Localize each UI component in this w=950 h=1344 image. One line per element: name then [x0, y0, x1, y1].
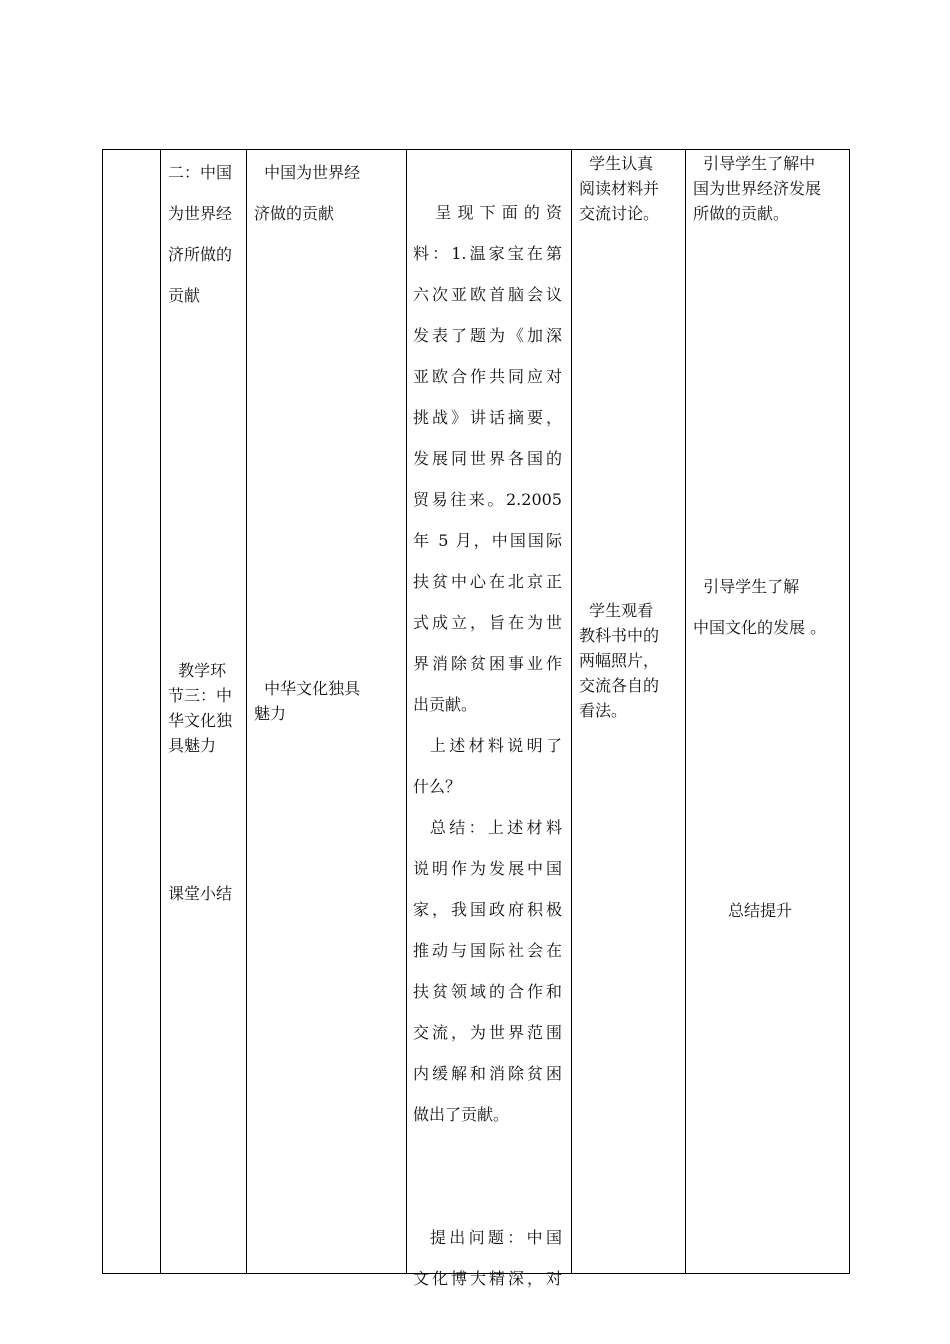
section-cell-part3 [168, 658, 242, 758]
intent-line: 国为世界经济发展 [693, 179, 822, 198]
topic-cell-part2 [254, 152, 400, 234]
column-divider [160, 150, 161, 1273]
intent-cell-part2 [693, 151, 843, 226]
intent-line: 所做的贡献。 [693, 204, 790, 223]
teacher-line: 料：1.温家宝在第 [413, 244, 562, 263]
intent-line: 引导学生了解 [693, 577, 800, 596]
teacher-line: 文化博大精深，对 [413, 1269, 562, 1288]
teacher-line: 什么？ [413, 777, 462, 796]
student-line: 交流各自的 [579, 676, 660, 695]
student-activity-part3 [579, 598, 679, 723]
teacher-line: 家，我国政府积极 [413, 900, 562, 919]
section-line: 二：中国 [168, 163, 233, 182]
section-line: 贡献 [168, 286, 201, 305]
teacher-line: 式成立，旨在为世 [413, 613, 562, 632]
student-line: 看法。 [579, 701, 628, 720]
section-line: 济所做的 [168, 245, 233, 264]
section-line: 华文化独 [168, 711, 233, 730]
topic-line: 济做的贡献 [254, 204, 335, 223]
teacher-line: 六次亚欧首脑会议 [413, 285, 562, 304]
section-line: 为世界经 [168, 204, 233, 223]
student-line: 学生认真 [579, 154, 654, 173]
teacher-line: 出贡献。 [413, 695, 478, 714]
topic-line: 中华文化独具 [254, 679, 361, 698]
section-cell-part2 [168, 152, 242, 316]
teacher-line: 提出问题：中国 [413, 1228, 562, 1247]
topic-line: 魅力 [254, 704, 287, 723]
column-divider [246, 150, 247, 1273]
teacher-line: 亚欧合作共同应对 [413, 367, 562, 386]
student-line: 阅读材料并 [579, 179, 660, 198]
intent-line: 中国文化的发展 。 [693, 618, 827, 637]
intent-cell-part3 [693, 566, 843, 648]
teacher-line: 上述材料说明了 [413, 736, 562, 755]
column-divider [685, 150, 686, 1273]
teacher-line: 内缓解和消除贫困 [413, 1064, 562, 1083]
teacher-line: 交流，为世界范围 [413, 1023, 562, 1042]
student-line: 学生观看 [579, 601, 654, 620]
intent-summary: 总结提升 [728, 901, 793, 920]
teacher-line: 扶贫中心在北京正 [413, 572, 562, 591]
teacher-line: 发展同世界各国的 [413, 449, 562, 468]
teacher-line: 总结：上述材料 [413, 818, 562, 837]
column-divider [571, 150, 572, 1273]
section-summary: 课堂小结 [168, 884, 233, 903]
teacher-line: 发表了题为《加深 [413, 326, 562, 345]
section-line: 节三：中 [168, 686, 233, 705]
teacher-line: 贸易往来。2.2005 [413, 490, 562, 509]
teacher-activity-cell [413, 192, 562, 1299]
teacher-line: 做出了贡献。 [413, 1105, 510, 1124]
teacher-line: 推动与国际社会在 [413, 941, 562, 960]
teacher-line: 呈现下面的资 [413, 203, 562, 222]
teacher-line: 年 5 月，中国国际 [413, 531, 562, 550]
student-line: 交流讨论。 [579, 204, 660, 223]
student-line: 两幅照片， [579, 651, 660, 670]
section-line: 具魅力 [168, 736, 217, 755]
teacher-line: 挑战》讲话摘要， [413, 408, 562, 427]
teacher-line: 说明作为发展中国 [413, 859, 562, 878]
topic-line: 中国为世界经 [254, 163, 361, 182]
teacher-line: 界消除贫困事业作 [413, 654, 562, 673]
student-line: 教科书中的 [579, 626, 660, 645]
section-line: 教学环 [168, 661, 227, 680]
teacher-line: 扶贫领域的合作和 [413, 982, 562, 1001]
topic-cell-part3 [254, 676, 400, 726]
teacher-line [413, 1135, 562, 1176]
intent-line: 引导学生了解中 [693, 154, 816, 173]
column-divider [406, 150, 407, 1273]
student-activity-part2 [579, 151, 679, 226]
teacher-line [413, 1176, 562, 1217]
